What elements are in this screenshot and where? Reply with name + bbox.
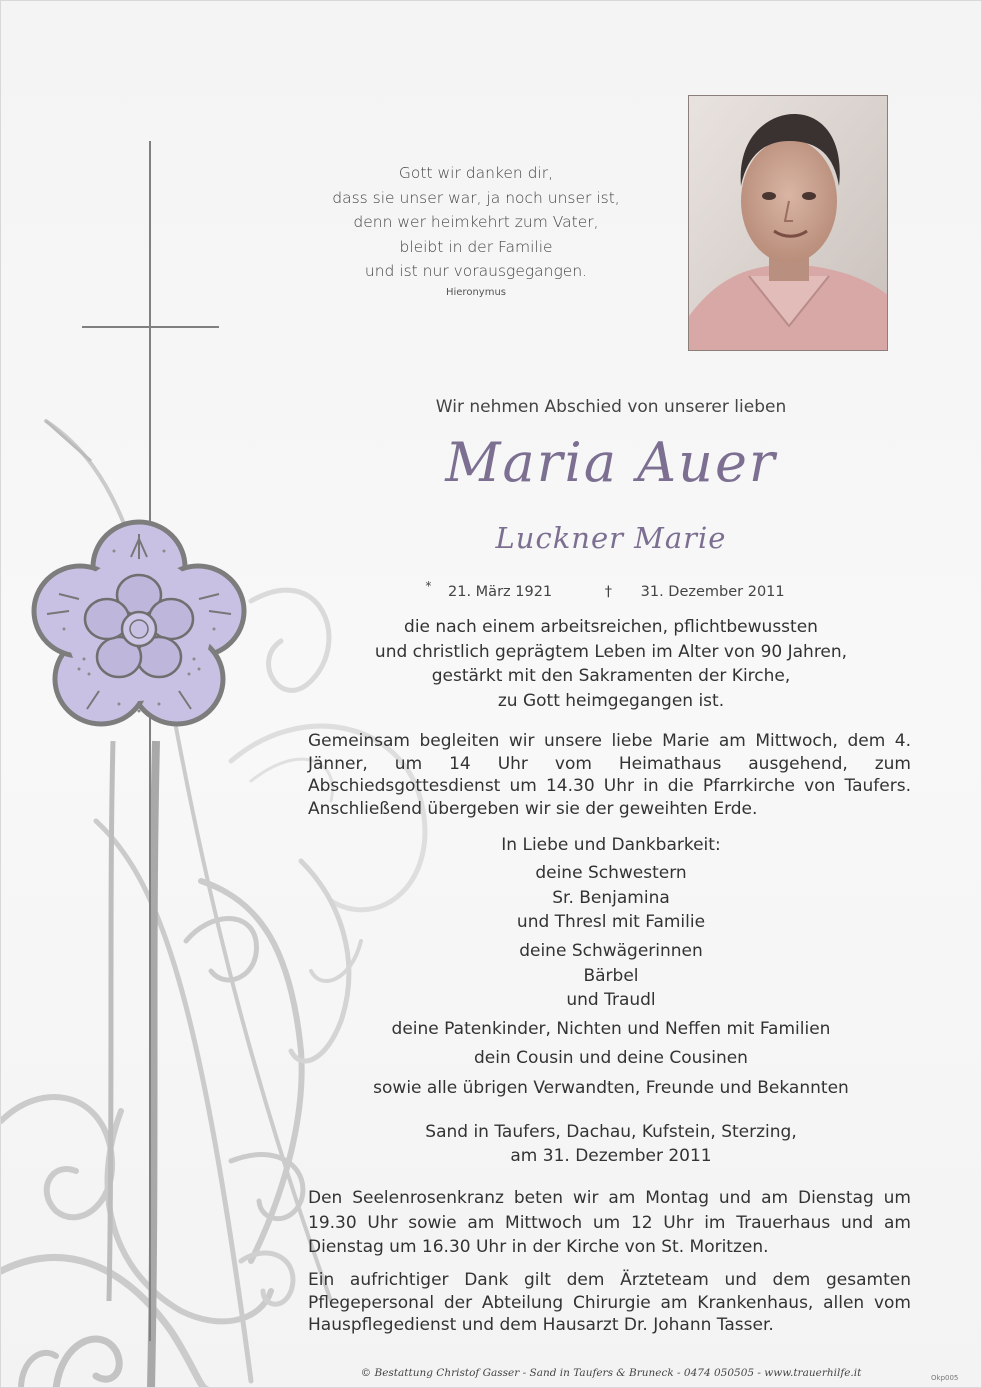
portrait-photo — [688, 95, 888, 351]
quote-text — [271, 161, 681, 284]
paragraph-line: und christlich geprägtem Leben im Alter von 90 Jahren, — [374, 641, 848, 662]
birth-date-text: 21. März 1921 — [448, 583, 553, 600]
deceased-nickname: Luckner Marie — [495, 521, 727, 555]
quote-line: bleibt in der Familie — [399, 237, 553, 256]
life-paragraph — [301, 615, 921, 713]
paragraph-line: gestärkt mit den Sakramenten der Kirche, — [431, 666, 791, 686]
date-line: am 31. Dezember 2011 — [510, 1146, 712, 1166]
quote-author: Hieronymus — [445, 287, 506, 298]
rosary-paragraph: Den Seelenrosenkranz beten wir am Montag und am Dienstag um 19.30 Uhr sowie am Mittwoch um 12 Uhr im Trauerhaus und am Dienstag um 16.30 Uhr in der Kirche von St. Moritzen. — [308, 1188, 911, 1257]
mourner-line: deine Schwestern — [535, 863, 687, 883]
paragraph-line: die nach einem arbeitsreichen, pflichtbewussten — [404, 617, 818, 637]
mourner-line: und Traudl — [566, 990, 656, 1010]
death-date-text: 31. Dezember 2011 — [640, 583, 785, 600]
life-dates — [301, 579, 921, 600]
mourner-line: und Thresl mit Familie — [516, 912, 706, 932]
intro-text: Wir nehmen Abschied von unserer lieben — [435, 397, 787, 417]
mourner-line: Bärbel — [583, 966, 639, 986]
birth-date — [425, 579, 564, 600]
place-line: Sand in Taufers, Dachau, Kufstein, Sterzing, — [425, 1122, 797, 1142]
design-code: Okp005 — [931, 1374, 959, 1382]
funeral-paragraph: Gemeinsam begleiten wir unsere liebe Marie am Mittwoch, dem 4. Jänner, um 14 Uhr vom Heimathaus ausgehend, zum Abschiedsgottesdienst um 14.30 Uhr in die Pfarrkirche von Taufers. Anschließend übergeben wir sie der geweihten Erde. — [308, 731, 911, 819]
mourner-line: Sr. Benjamina — [552, 888, 670, 908]
mourner-line: deine Schwägerinnen — [519, 941, 703, 961]
death-symbol: † — [604, 583, 613, 600]
mourner-line: dein Cousin und deine Cousinen — [474, 1048, 748, 1068]
deceased-name: Maria Auer — [445, 431, 777, 494]
mourners-heading: In Liebe und Dankbarkeit: — [501, 835, 721, 855]
quote-line: und ist nur vorausgegangen. — [364, 262, 588, 280]
quote-line: dass sie unser war, ja noch unser ist, — [332, 188, 620, 207]
thanks-paragraph: Ein aufrichtiger Dank gilt dem Ärzteteam und dem gesamten Pflegepersonal der Abteilung Chirurgie am Krankenhaus, allen vom Hauspflegedienst und dem Hausarzt Dr. Johann Tasser. — [308, 1270, 911, 1335]
quote-line: Gott wir danken dir, — [398, 164, 554, 182]
birth-symbol: * — [425, 579, 432, 593]
paragraph-line: zu Gott heimgegangen ist. — [497, 690, 725, 711]
mourner-line: deine Patenkinder, Nichten und Neffen mit Familien — [391, 1019, 831, 1039]
quote-line: denn wer heimkehrt zum Vater, — [353, 213, 599, 231]
death-date — [593, 584, 797, 600]
footer-credit: © Bestattung Christof Gasser - Sand in Taufers & Bruneck - 0474 050505 - www.trauerhilfe.it — [360, 1367, 862, 1379]
mourner-line: sowie alle übrigen Verwandten, Freunde und Bekannten — [373, 1078, 849, 1098]
